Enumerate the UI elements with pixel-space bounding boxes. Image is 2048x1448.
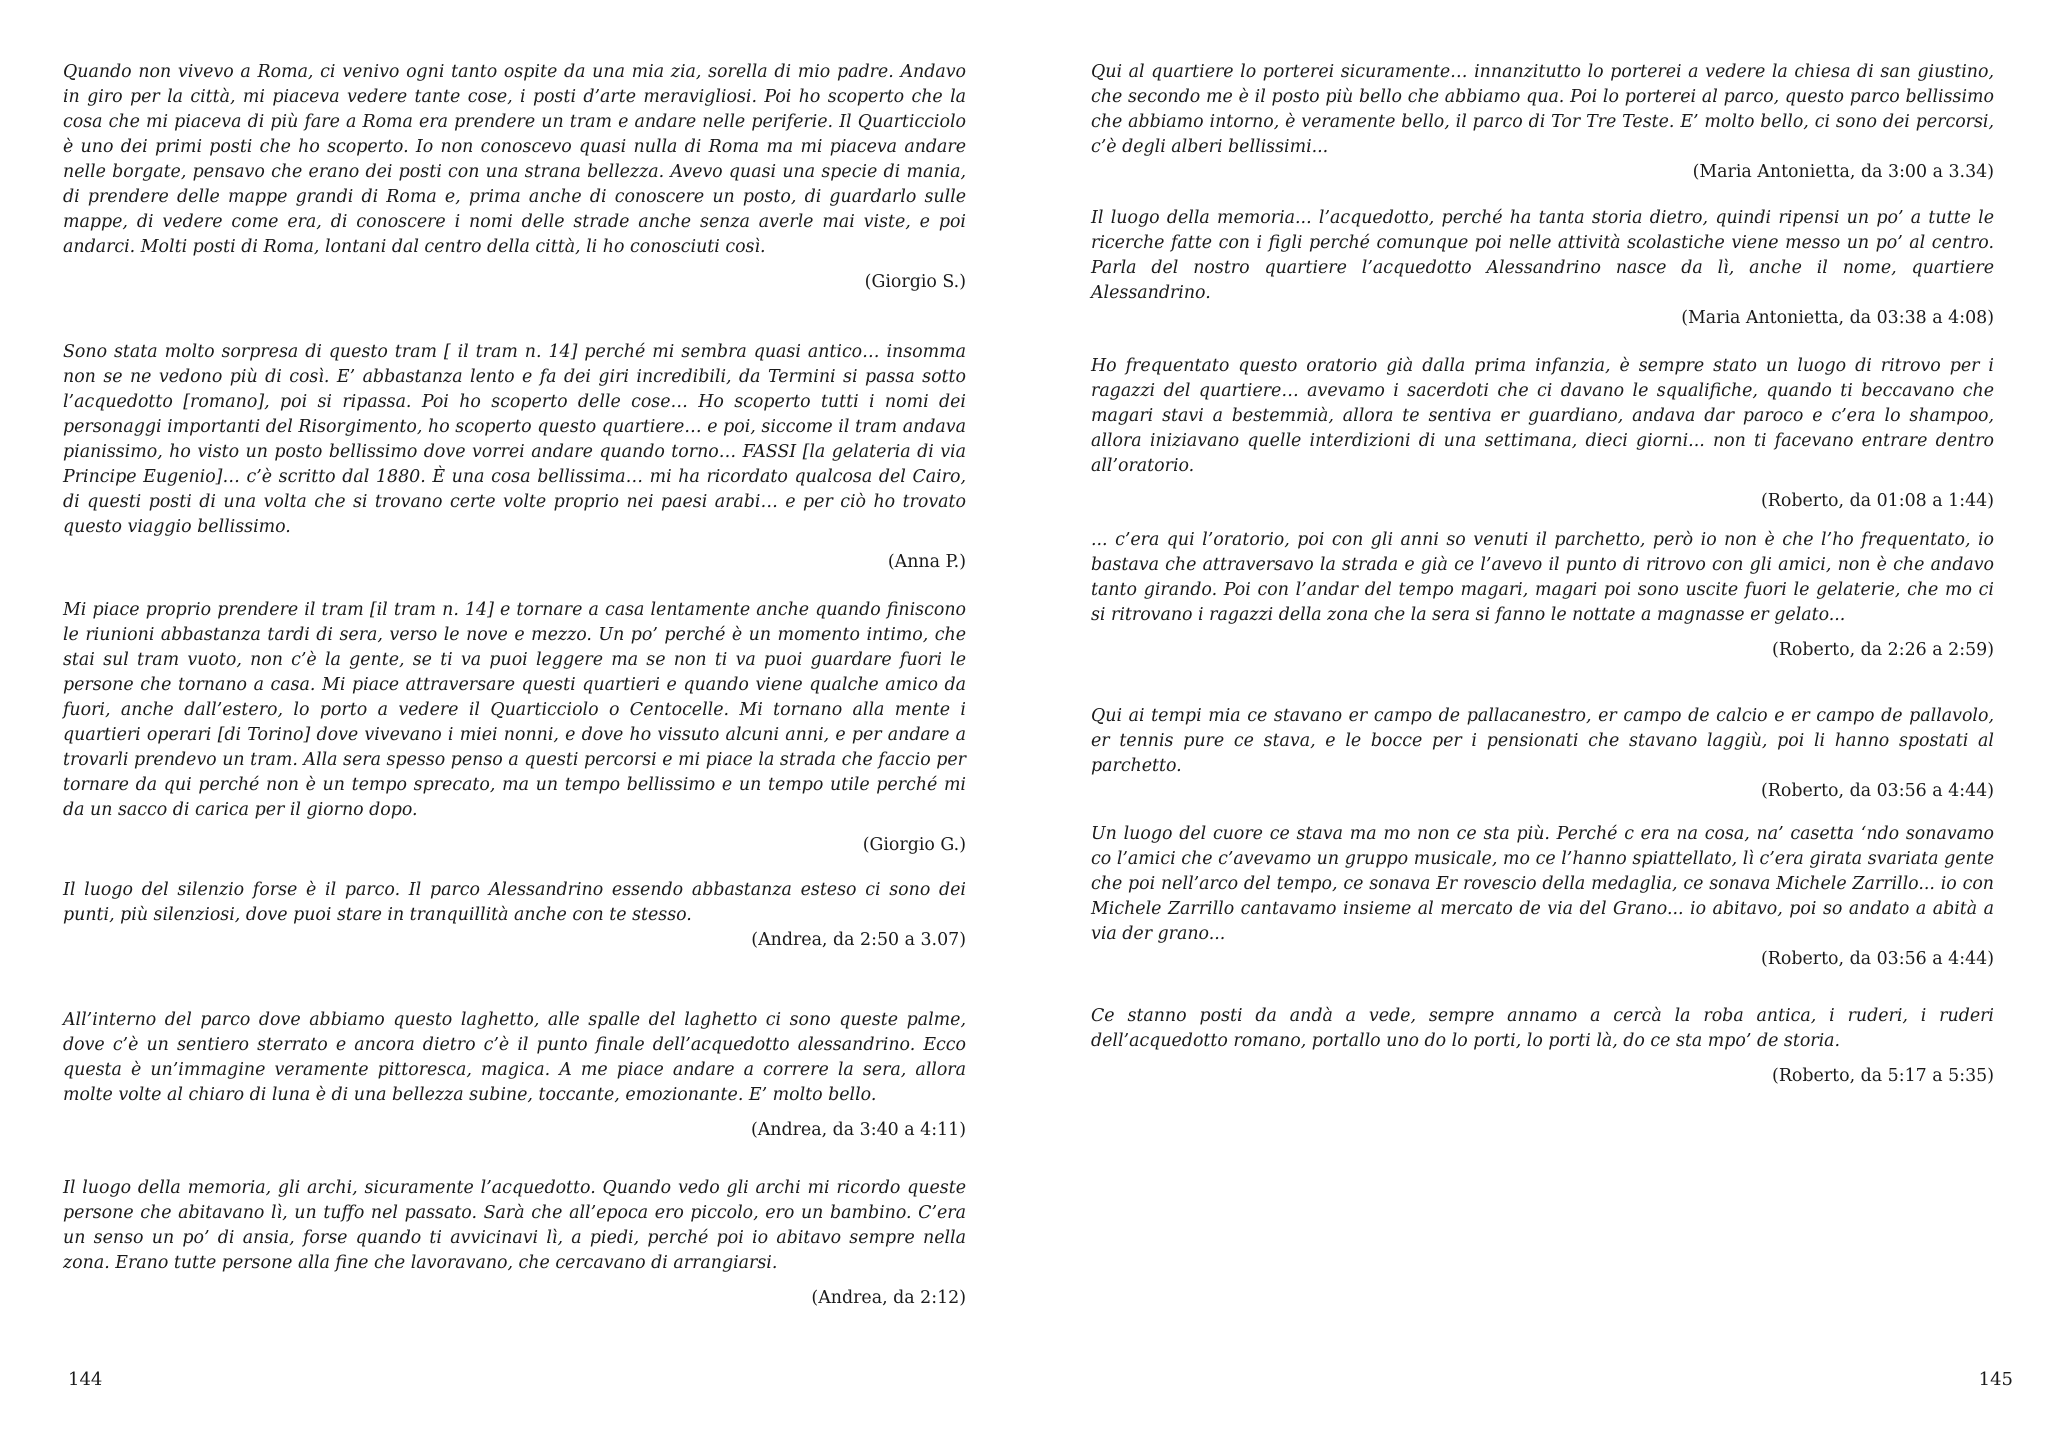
quote-text: Sono stata molto sorpresa di questo tram [ il tram n. 14] perché mi sembra quasi antico… insomma non se ne vedono più di così. E’ abbastanza lento e fa dei giri incredibili, da Termini si passa sotto l’acquedotto [romano], poi si ripassa. Poi ho scoperto delle cose… Ho scoperto tutti i nomi dei personaggi importanti del Risorgimento, ho scoperto questo quartiere… e poi, siccome il tram andava pianissimo, ho visto un posto bellissimo dove vorrei andare quando torno… FASSI [la gelateria di via Principe Eugenio]… c’è scritto dal 1880. È una cosa bellissima… mi ha ricordato qualcosa del Cairo, di questi posti di una volta che si trovano certe volte proprio nei paesi arabi… e per ciò ho trovato questo viaggio bellissimo. <box>63 342 966 537</box>
quote-attribution: (Andrea, da 2:50 a 3.07) <box>751 930 966 950</box>
quote-roberto-2 <box>1091 528 1994 663</box>
quote-text: Mi piace proprio prendere il tram [il tram n. 14] e tornare a casa lentamente anche quando finiscono le riunioni abbastanza tardi di sera, verso le nove e mezzo. Un po’ perché è un momento intimo, che stai sul tram vuoto, non c’è la gente, se ti va puoi leggere ma se non ti va puoi guardare fuori le persone che tornano a casa. Mi piace attraversare questi quartieri e quando viene qualche amico da fuori, anche dall’estero, lo porto a vedere il Quarticciolo o Centocelle. Mi tornano alla mente i quartieri operari [di Torino] dove vivevano i miei nonni, e dove ho vissuto alcuni anni, e per andare a trovarli prendevo un tram. Alla sera spesso penso a questi percorsi e mi piace la strada che faccio per tornare da qui perché non è un tempo sprecato, ma un tempo bellissimo e un tempo utile perché mi da un sacco di carica per il giorno dopo. <box>63 600 966 820</box>
quote-maria-antonietta-1 <box>1091 60 1994 185</box>
page-number: 145 <box>1978 1369 2013 1390</box>
quote-attribution: (Roberto, da 5:17 a 5:35) <box>1772 1066 1994 1086</box>
quote-text: Il luogo del silenzio forse è il parco. Il parco Alessandrino essendo abbastanza esteso ci sono dei punti, più silenziosi, dove puoi stare in tranquillità anche con te stesso. <box>63 880 966 925</box>
quote-attribution: (Anna P.) <box>887 552 966 572</box>
quote-attribution: (Roberto, da 01:08 a 1:44) <box>1760 491 1994 511</box>
quote-text: Quando non vivevo a Roma, ci venivo ogni tanto ospite da una mia zia, sorella di mio padre. Andavo in giro per la città, mi piaceva vedere tante cose, i posti d’arte meravigliosi. Poi ho scoperto che la cosa che mi piaceva di più fare a Roma era prendere un tram e andare nelle periferie. Il Quarticciolo è uno dei primi posti che ho scoperto. Io non conoscevo quasi nulla di Roma ma mi piaceva andare nelle borgate, pensavo che erano dei posti con una strana bellezza. Avevo quasi una specie di mania, di prendere delle mappe grandi di Roma e, prima anche di conoscere un posto, di guardarlo sulle mappe, di vedere come era, di conoscere i nomi delle strade anche senza averle mai viste, e poi andarci. Molti posti di Roma, lontani dal centro della città, li ho conosciuti così. <box>63 62 966 257</box>
quote-text: ... c’era qui l’oratorio, poi con gli anni so venuti il parchetto, però io non è che l’ho frequentato, io bastava che attraversavo la strada e già ce l’avevo il punto di ritrovo con gli amici, non è che andavo tanto girando. Poi con l’andar del tempo magari, magari poi sono uscite fuori le gelaterie, che mo ci si ritrovano i ragazzi della zona che la sera si fanno le nottate a magnasse er gelato... <box>1091 530 1994 625</box>
quote-anna-p <box>63 340 966 575</box>
quote-roberto-4 <box>1091 822 1994 972</box>
quote-roberto-5 <box>1091 1004 1994 1089</box>
right-page <box>1024 0 2048 1448</box>
quote-text: Ho frequentato questo oratorio già dalla prima infanzia, è sempre stato un luogo di ritrovo per i ragazzi del quartiere… avevamo i sacerdoti che ci davano le squalifiche, quando ti beccavano che magari stavi a bestemmià, allora te sentiva er guardiano, andava dar paroco e c’era lo shampoo, allora iniziavano quelle interdizioni di una settimana, dieci giorni... non ti facevano entrare dentro all’oratorio. <box>1091 356 1994 476</box>
quote-attribution: (Giorgio S.) <box>864 272 966 292</box>
quote-attribution: (Maria Antonietta, da 3:00 a 3.34) <box>1692 162 1994 182</box>
quote-text: Il luogo della memoria... l’acquedotto, perché ha tanta storia dietro, quindi ripensi un po’ a tutte le ricerche fatte con i figli perché comunque poi nelle attività scolastiche viene messo un po’ al centro. Parla del nostro quartiere l’acquedotto Alessandrino nasce da lì, anche il nome, quartiere Alessandrino. <box>1091 208 1994 303</box>
quote-attribution: (Roberto, da 03:56 a 4:44) <box>1760 949 1994 969</box>
quote-text: Qui al quartiere lo porterei sicuramente… innanzitutto lo porterei a vedere la chiesa di san giustino, che secondo me è il posto più bello che abbiamo qua. Poi lo porterei al parco, questo parco bellissimo che abbiamo intorno, è veramente bello, il parco di Tor Tre Teste. E’ molto bello, ci sono dei percorsi, c’è degli alberi bellissimi... <box>1091 62 1994 157</box>
quote-attribution: (Roberto, da 2:26 a 2:59) <box>1772 640 1994 660</box>
quote-attribution: (Andrea, da 2:12) <box>811 1288 966 1308</box>
quote-text: Qui ai tempi mia ce stavano er campo de pallacanestro, er campo de calcio e er campo de pallavolo, er tennis pure ce stava, e le bocce per i pensionati che stavano laggiù, poi li hanno spostati al parchetto. <box>1091 706 1994 776</box>
quote-roberto-3 <box>1091 704 1994 804</box>
quote-text: Il luogo della memoria, gli archi, sicuramente l’acquedotto. Quando vedo gli archi mi ricordo queste persone che abitavano lì, un tuffo nel passato. Sarà che all’epoca ero piccolo, ero un bambino. C’era un senso un po’ di ansia, forse quando ti avvicinavi lì, a piedi, perché poi io abitavo sempre nella zona. Erano tutte persone alla fine che lavoravano, che cercavano di arrangiarsi. <box>63 1178 966 1273</box>
page-number: 144 <box>68 1369 103 1390</box>
quote-giorgio-s <box>63 60 966 295</box>
quote-andrea-3 <box>63 1176 966 1311</box>
quote-text: All’interno del parco dove abbiamo questo laghetto, alle spalle del laghetto ci sono queste palme, dove c’è un sentiero sterrato e ancora dietro c’è il punto finale dell’acquedotto alessandrino. Ecco questa è un’immagine veramente pittoresca, magica. A me piace andare a correre la sera, allora molte volte al chiaro di luna è di una bellezza subine, toccante, emozionante. E’ molto bello. <box>63 1010 966 1105</box>
quote-attribution: (Giorgio G.) <box>862 835 966 855</box>
quote-text: Ce stanno posti da andà a vede, sempre annamo a cercà la roba antica, i ruderi, i ruderi dell’acquedotto romano, portallo uno do lo porti, lo porti là, do ce sta mpo’ de storia. <box>1091 1006 1994 1051</box>
quote-roberto-1 <box>1091 354 1994 514</box>
quote-attribution: (Roberto, da 03:56 a 4:44) <box>1760 781 1994 801</box>
quote-attribution: (Andrea, da 3:40 a 4:11) <box>750 1120 966 1140</box>
quote-maria-antonietta-2 <box>1091 206 1994 331</box>
quote-andrea-2 <box>63 1008 966 1143</box>
quote-andrea-1 <box>63 878 966 953</box>
quote-giorgio-g <box>63 598 966 858</box>
quote-attribution: (Maria Antonietta, da 03:38 a 4:08) <box>1681 308 1994 328</box>
quote-text: Un luogo del cuore ce stava ma mo non ce sta più. Perché c era na cosa, na’ casetta ‘ndo sonavamo co l’amici che c’avevamo un gruppo musicale, mo ce l’hanno spiattellato, lì c’era girata svariata gente che poi nell’arco del tempo, ce sonava Er rovescio della medaglia, ce sonava Michele Zarrillo... io con Michele Zarrillo cantavamo insieme al mercato de via del Grano... io abitavo, poi so andato a abità a via der grano... <box>1091 824 1994 944</box>
